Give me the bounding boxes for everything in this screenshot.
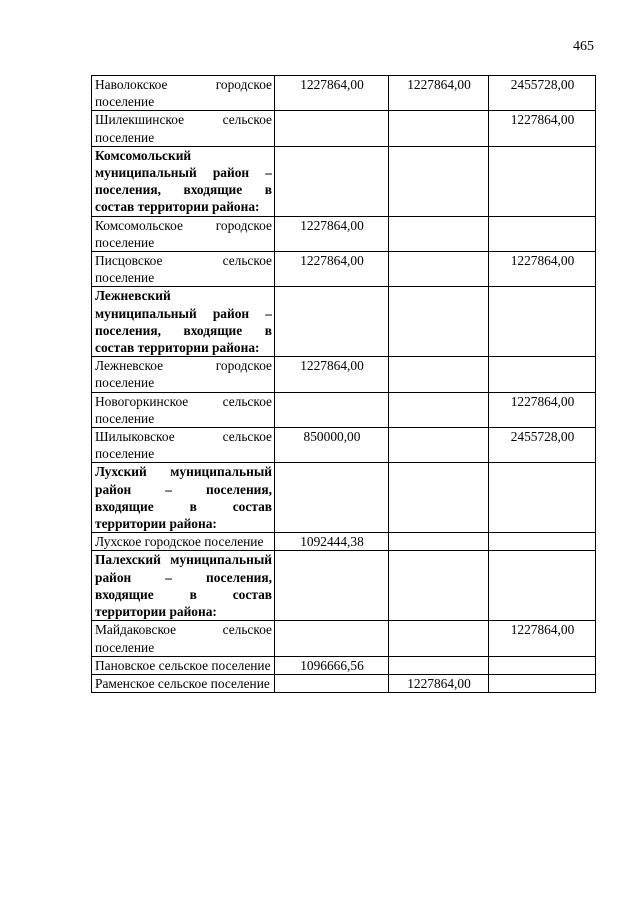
amount-cell-3	[489, 216, 596, 251]
district-name-cell: Лежневский муниципальный район – поселения, входящие в состав территории района:	[92, 287, 275, 357]
settlement-name-cell: Раменское сельское поселение	[92, 674, 275, 692]
amount-cell-3	[489, 287, 596, 357]
table-row	[92, 621, 596, 656]
amount-cell-2	[389, 216, 489, 251]
amount-cell-1: 1227864,00	[275, 216, 389, 251]
settlement-name-cell: Пановское сельское поселение	[92, 656, 275, 674]
settlement-name-cell: Наволокское городское поселение	[92, 76, 275, 111]
amount-cell-1: 1096666,56	[275, 656, 389, 674]
settlement-name-cell: Майдаковское сельское поселение	[92, 621, 275, 656]
district-name-cell: Комсомольский муниципальный район – поселения, входящие в состав территории района:	[92, 146, 275, 216]
amount-cell-3: 1227864,00	[489, 621, 596, 656]
amount-cell-3: 1227864,00	[489, 252, 596, 287]
district-name-cell: Лухский муниципальный район – поселения, входящие в состав территории района:	[92, 463, 275, 533]
settlement-name-cell: Шилекшинское сельское поселение	[92, 111, 275, 146]
amount-cell-2	[389, 111, 489, 146]
amount-cell-3	[489, 674, 596, 692]
amount-cell-1	[275, 621, 389, 656]
amount-cell-2	[389, 392, 489, 427]
amount-cell-3	[489, 551, 596, 621]
district-header-row	[92, 287, 596, 357]
settlement-name-cell: Шилыковское сельское поселение	[92, 428, 275, 463]
amount-cell-2	[389, 621, 489, 656]
amount-cell-3	[489, 357, 596, 392]
amount-cell-1	[275, 146, 389, 216]
amount-cell-2	[389, 357, 489, 392]
budget-table	[91, 75, 596, 693]
table-row	[92, 252, 596, 287]
settlement-name-cell: Лухское городское поселение	[92, 533, 275, 551]
amount-cell-3	[489, 533, 596, 551]
table-row	[92, 111, 596, 146]
table-row	[92, 533, 596, 551]
table-body	[92, 76, 596, 693]
table-row	[92, 357, 596, 392]
district-header-row	[92, 146, 596, 216]
table-row	[92, 216, 596, 251]
settlement-name-cell: Писцовское сельское поселение	[92, 252, 275, 287]
amount-cell-2	[389, 551, 489, 621]
amount-cell-1: 850000,00	[275, 428, 389, 463]
table-row	[92, 428, 596, 463]
amount-cell-2	[389, 146, 489, 216]
amount-cell-2: 1227864,00	[389, 76, 489, 111]
amount-cell-2	[389, 428, 489, 463]
settlement-name-cell: Комсомольское городское поселение	[92, 216, 275, 251]
amount-cell-2	[389, 287, 489, 357]
amount-cell-3	[489, 656, 596, 674]
amount-cell-3	[489, 146, 596, 216]
amount-cell-1	[275, 674, 389, 692]
district-name-cell: Палехский муниципальный район – поселения, входящие в состав территории района:	[92, 551, 275, 621]
amount-cell-2	[389, 463, 489, 533]
amount-cell-1: 1227864,00	[275, 76, 389, 111]
amount-cell-1	[275, 463, 389, 533]
amount-cell-2	[389, 656, 489, 674]
settlement-name-cell: Лежневское городское поселение	[92, 357, 275, 392]
amount-cell-3: 2455728,00	[489, 76, 596, 111]
amount-cell-1: 1092444,38	[275, 533, 389, 551]
amount-cell-3: 1227864,00	[489, 111, 596, 146]
amount-cell-1	[275, 287, 389, 357]
table-row	[92, 76, 596, 111]
district-header-row	[92, 463, 596, 533]
amount-cell-2	[389, 533, 489, 551]
settlement-name-cell: Новогоркинское сельское поселение	[92, 392, 275, 427]
amount-cell-1	[275, 111, 389, 146]
amount-cell-2: 1227864,00	[389, 674, 489, 692]
page-number: 465	[573, 39, 594, 54]
amount-cell-3	[489, 463, 596, 533]
amount-cell-1	[275, 392, 389, 427]
table-row	[92, 656, 596, 674]
district-header-row	[92, 551, 596, 621]
amount-cell-2	[389, 252, 489, 287]
amount-cell-1: 1227864,00	[275, 252, 389, 287]
table-row	[92, 674, 596, 692]
amount-cell-1: 1227864,00	[275, 357, 389, 392]
amount-cell-1	[275, 551, 389, 621]
table-row	[92, 392, 596, 427]
amount-cell-3: 2455728,00	[489, 428, 596, 463]
amount-cell-3: 1227864,00	[489, 392, 596, 427]
